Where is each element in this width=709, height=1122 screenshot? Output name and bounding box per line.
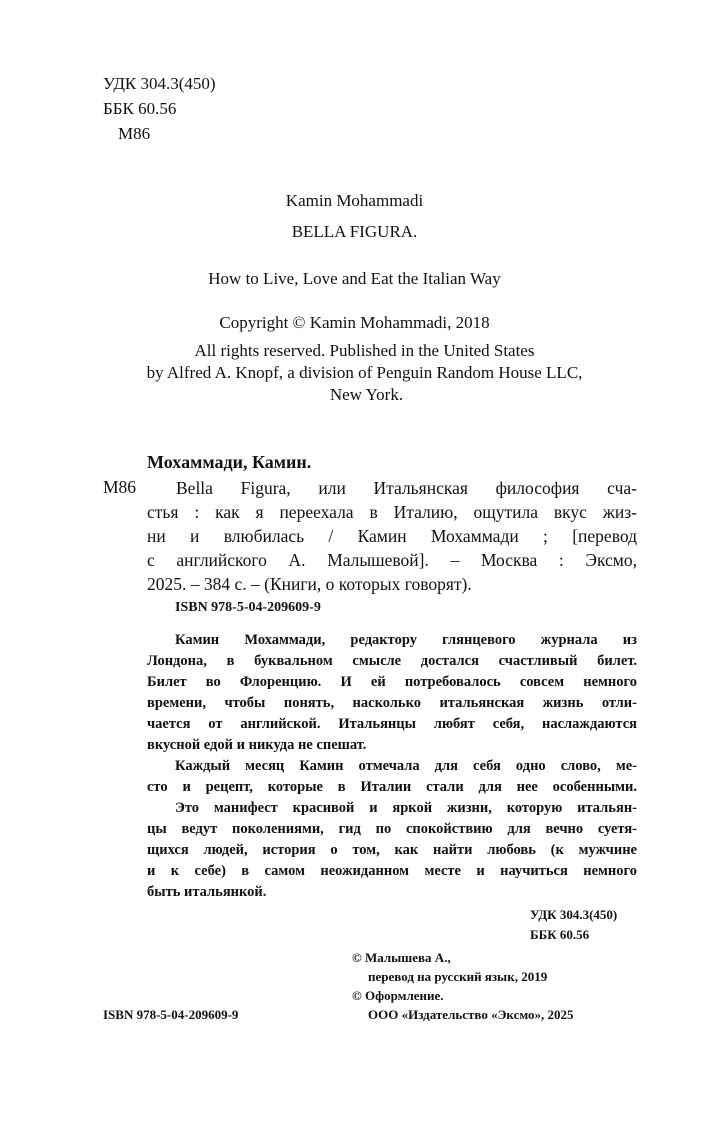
author-mark: М86 bbox=[118, 124, 151, 143]
bib-heading: Мохаммади, Камин. bbox=[147, 452, 312, 472]
rights-line: by Alfred A. Knopf, a division of Penguin Random House LLC, bbox=[146, 363, 583, 382]
copyright-design: © Оформление. bbox=[352, 988, 444, 1003]
rights-line: New York. bbox=[329, 385, 404, 404]
original-subtitle: How to Live, Love and Eat the Italian Way bbox=[208, 269, 501, 288]
annotation-line: Лондона, в буквальном смысле достался счастливый билет. bbox=[147, 653, 637, 669]
annotation-line: Это манифест красивой и яркой жизни, которую итальян- bbox=[175, 800, 637, 816]
bib-line: ни и влюбилась / Камин Мохаммади ; [перевод bbox=[147, 526, 637, 546]
annotation-line: времени, чтобы понять, насколько итальянская жизнь отли- bbox=[147, 695, 637, 711]
annotation-line: цы ведут поколениями, гид по спокойствию для вечно суетя- bbox=[147, 821, 637, 837]
annotation-line: чается от английской. Итальянцы любят себя, наслаждаются bbox=[147, 716, 637, 732]
bib-line: стья : как я переехала в Италию, ощутила вкус жиз- bbox=[147, 502, 637, 522]
original-author: Kamin Mohammadi bbox=[285, 191, 424, 210]
annotation-line: Камин Мохаммади, редактору глянцевого журнала из bbox=[175, 632, 637, 648]
bib-line: 2025. – 384 с. – (Книги, о которых говорят). bbox=[147, 574, 472, 594]
bib-line: Bella Figura, или Итальянская философия сча- bbox=[176, 478, 637, 498]
udk-code: УДК 304.3(450) bbox=[103, 74, 216, 93]
copyright-publisher: ООО «Издательство «Эксмо», 2025 bbox=[368, 1007, 574, 1022]
annotation-line: Каждый месяц Камин отмечала для себя одно слово, ме- bbox=[175, 758, 637, 774]
bib-line: с английского А. Малышевой]. – Москва : Эксмо, bbox=[147, 550, 637, 570]
bib-isbn: ISBN 978-5-04-209609-9 bbox=[175, 600, 321, 615]
rights-line: All rights reserved. Published in the United States bbox=[194, 341, 535, 360]
annotation-line: щихся людей, история о том, как найти любовь (к мужчине bbox=[147, 842, 637, 858]
original-title: BELLA FIGURA. bbox=[291, 222, 418, 241]
annotation-line: и к себе) в самом неожиданном месте и научиться немного bbox=[147, 863, 637, 879]
bib-mark: М86 bbox=[103, 477, 137, 497]
footer-udk: УДК 304.3(450) bbox=[530, 907, 618, 922]
annotation-line: быть итальянкой. bbox=[147, 884, 267, 900]
annotation-line: вкусной едой и никуда не спешат. bbox=[147, 737, 367, 753]
original-copyright: Copyright © Kamin Mohammadi, 2018 bbox=[219, 313, 490, 332]
footer-isbn: ISBN 978-5-04-209609-9 bbox=[103, 1007, 239, 1022]
bbk-code: ББК 60.56 bbox=[103, 99, 177, 118]
copyright-translation-detail: перевод на русский язык, 2019 bbox=[368, 969, 548, 984]
footer-bbk: ББК 60.56 bbox=[530, 927, 590, 942]
copyright-translation: © Малышева А., bbox=[352, 950, 451, 965]
annotation-line: сто и рецепт, которые в Италии стали для нее особенными. bbox=[147, 779, 637, 795]
annotation-line: Билет во Флоренцию. И ей потребовалось совсем немного bbox=[147, 674, 637, 690]
